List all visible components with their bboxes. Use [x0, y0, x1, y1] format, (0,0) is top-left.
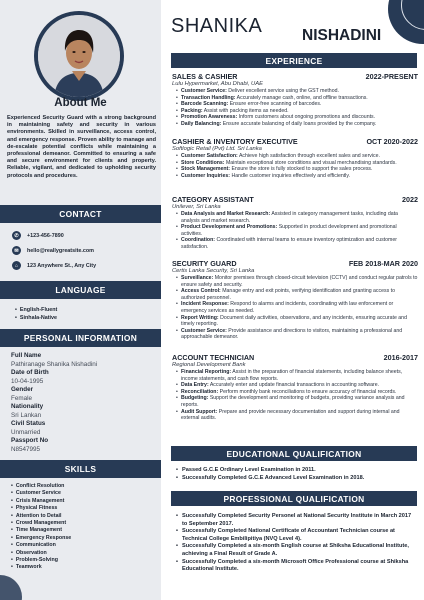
job-duty: • Reconciliation: Perform monthly bank reconciliations to ensure accuracy of financial records. [177, 389, 418, 396]
professional-heading: PROFESSIONAL QUALIFICATION [171, 491, 417, 506]
skill-item: • Time Management [11, 527, 71, 534]
personal-info-heading: PERSONAL INFORMATION [0, 329, 161, 347]
professional-item: • Successfully Completed National Certificate of Accountant Technician course at Technical College Embilipitiya (NVQ Level 4). [176, 528, 416, 543]
job-duty: • Report Writing: Document daily activities, observations, and any incidents, ensuring accurate and timely reporting. [177, 315, 418, 328]
professional-item: • Successfully Completed Security Personel at National Security Institute in March 2017 to September 2017. [176, 513, 416, 528]
job-duty: • Customer Inquiries: Handle customer inquiries effectively and efficiently. [177, 173, 418, 180]
dob-label: Date of Birth [11, 369, 49, 376]
job-duty: • Customer Satisfaction: Achieve high satisfaction through excellent sales and service. [177, 153, 418, 160]
skill-item: • Conflict Resolution [11, 483, 71, 490]
skill-item: • Attention to Detail [11, 513, 71, 520]
skill-item: • Teamwork [11, 564, 71, 571]
contact-phone [12, 231, 64, 240]
address-text: 123 Anywhere St., Any City [27, 262, 97, 269]
contact-address [12, 261, 96, 270]
skills-list [11, 483, 71, 572]
about-me-text: Experienced Security Guard with a strong background in maintaining safety and security in various environments. Skilled in surveillance, access control, and emergency response. Proven ability to manage and de-escalate potential conflicts while maintaining a professional demeanor. Committed to ensuring a safe and secure environment for clients and property. Reliable, vigilant, and dedicated to upholding security protocols and procedures. [7, 115, 156, 179]
job-title: SECURITY GUARD [172, 259, 237, 268]
job-company: Regional Development Bank [172, 362, 246, 368]
language-list [15, 306, 57, 322]
full-name-label: Full Name [11, 352, 42, 359]
job-title: CATEGORY ASSISTANT [172, 195, 254, 204]
job-period: FEB 2018-MAR 2020 [348, 259, 418, 268]
left-sidebar [0, 0, 161, 600]
job-duty: • Daily Balancing: Ensure accurate balancing of daily loans provided by the company. [177, 121, 418, 128]
passport-label: Passport No [11, 437, 49, 444]
professional-list [176, 513, 416, 574]
job-title: SALES & CASHIER [172, 72, 238, 81]
job-period: 2022 [402, 195, 418, 204]
job-duty: • Surveillance: Monitor premises through closed-circuit television (CCTV) and conduct regular patrols to ensure safety and security. [177, 275, 418, 288]
job-company: Certis Lanka Security, Sri Lanka [172, 268, 255, 274]
job-period: OCT 2020-2022 [366, 137, 418, 146]
job-duty: • Incident Response: Respond to alarms and incidents, coordinating with law enforcement or emergency services as needed. [177, 301, 418, 314]
civil-status-value: Unmarried [11, 428, 41, 436]
personal-info [11, 352, 156, 454]
job-period: 2016-2017 [383, 353, 418, 362]
nationality-value: Sri Lankan [11, 411, 42, 419]
job-duty: • Customer Service: Deliver excellent service using the GST method. [177, 88, 418, 95]
phone-icon: ✆ [12, 231, 21, 240]
job-duty: • Product Development and Promotions: Supported in product development and promotional activities. [177, 224, 418, 237]
job-duty: • Packing: Assist with packing items as needed. [177, 108, 418, 115]
civil-status-label: Civil Status [11, 420, 46, 427]
job-duty: • Customer Service: Provide assistance and directions to visitors, maintaining a professional and approachable demeanor. [177, 328, 418, 341]
profile-photo [38, 15, 120, 97]
job-duty: • Financial Reporting: Assist in the preparation of financial statements, including balance sheets, income statements, and cash flow reports. [177, 369, 418, 382]
education-list [176, 467, 416, 482]
skill-item: • Crowd Management [11, 520, 71, 527]
phone-text: +123-456-7890 [27, 232, 64, 239]
education-item: • Successfully Completed G.C.E Advanced Level Examination in 2018. [176, 475, 416, 483]
professional-item: • Successfully Completed a six-month English course at Shiksha Educational Institute, achieving a Final Result of Grade A. [176, 543, 416, 558]
job-duty: • Promotion Awareness: Inform customers about ongoing promotions and discounts. [177, 114, 418, 121]
skill-item: • Emergency Response [11, 535, 71, 542]
professional-item: • Successfully Completed a six-month Microsoft Office Professional course at Shiksha Educational Institute. [176, 559, 416, 574]
job-duty: • Transaction Handling: Accurately manage cash, online, and offline transactions. [177, 95, 418, 102]
skill-item: • Physical Fitness [11, 505, 71, 512]
gender-label: Gender [11, 386, 34, 393]
job-entry [172, 195, 418, 251]
job-duty: • Data Analysis and Market Research: Assisted in category management tasks, including data analysis and market research. [177, 211, 418, 224]
education-heading: EDUCATIONAL QUALIFICATION [171, 446, 417, 461]
first-name: SHANIKA [171, 15, 263, 37]
job-duty: • Audit Support: Prepare and provide necessary documentation and support during internal and external audits. [177, 409, 418, 422]
skills-heading: SKILLS [0, 460, 161, 478]
job-duty: • Store Conditions: Maintain exceptional store conditions and visual merchandising standards. [177, 160, 418, 167]
job-entry [172, 353, 418, 422]
job-duty: • Coordination: Coordinated with internal teams to ensure inventory optimization and customer satisfaction. [177, 237, 418, 250]
gender-value: Female [11, 394, 32, 402]
job-company: Lulu Hypermarket, Abu Dhabi, UAE [172, 81, 263, 87]
job-duty: • Barcode Scanning: Ensure error-free scanning of barcodes. [177, 101, 418, 108]
skill-item: • Problem-Solving [11, 557, 71, 564]
language-item: • English-Fluent [15, 306, 57, 314]
email-icon: ✉ [12, 246, 21, 255]
job-duty: • Access Control: Manage entry and exit points, verifying identification and granting access to authorized personnel. [177, 288, 418, 301]
dob-value: 10-04-1995 [11, 377, 44, 385]
skill-item: • Customer Service [11, 490, 71, 497]
skill-item: • Communication [11, 542, 71, 549]
job-title: ACCOUNT TECHNICIAN [172, 353, 255, 362]
about-me-heading: About Me [54, 97, 107, 109]
contact-heading: CONTACT [0, 205, 161, 223]
email-text[interactable]: hello@reallygreatsite.com [27, 247, 94, 254]
location-icon: ⌂ [12, 261, 21, 270]
skill-item: • Observation [11, 550, 71, 557]
job-entry [172, 72, 418, 128]
job-entry [172, 259, 418, 341]
passport-value: N8547995 [11, 445, 41, 453]
job-entry [172, 137, 418, 179]
nationality-label: Nationality [11, 403, 44, 410]
profile-photo-frame [34, 11, 124, 101]
language-heading: LANGUAGE [0, 281, 161, 299]
language-item: • Sinhala-Native [15, 314, 57, 322]
contact-email [12, 246, 94, 255]
last-name: NISHADINI [302, 27, 382, 44]
experience-heading: EXPERIENCE [171, 53, 417, 68]
job-company: Softlogic Retail (Pvt) Ltd. Sri Lanka [172, 146, 262, 152]
education-item: • Passed G.C.E Ordinary Level Examination in 2011. [176, 467, 416, 475]
job-duty: • Budgeting: Support the development and monitoring of budgets, providing variance analysis and reports. [177, 395, 418, 408]
skill-item: • Crisis Management [11, 498, 71, 505]
job-period: 2022-PRESENT [365, 72, 418, 81]
job-company: Unilever, Sri Lanka [172, 204, 221, 210]
job-duty: • Data Entry: Accurately enter and update financial transactions in accounting software. [177, 382, 418, 389]
job-title: CASHIER & INVENTORY EXECUTIVE [172, 137, 298, 146]
full-name-value: Pathiranage Shanika Nishadini [11, 360, 98, 368]
job-duty: • Stock Management: Ensure the store is fully stocked to support the sales process. [177, 166, 418, 173]
